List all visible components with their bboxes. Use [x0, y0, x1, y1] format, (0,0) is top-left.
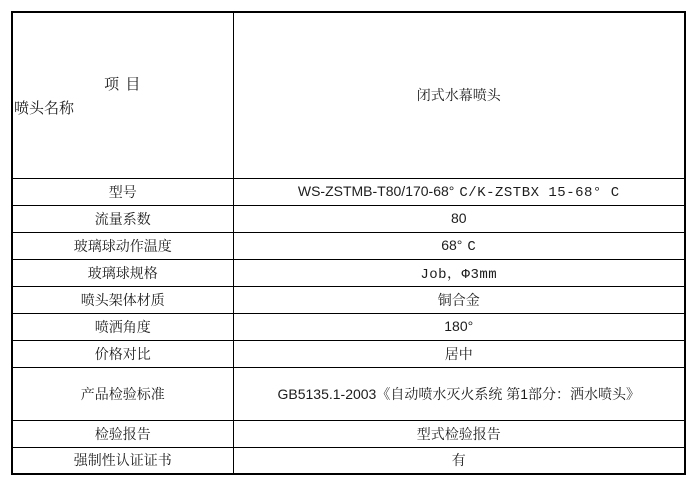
spec-value [233, 178, 685, 205]
value-text: 80 [450, 209, 467, 226]
table-row [12, 178, 685, 205]
header-corner-cell [12, 12, 233, 178]
spec-value [233, 313, 685, 340]
value-text-alt: C/K-ZSTBX 15-68° C [459, 184, 620, 201]
table-row [12, 313, 685, 340]
value-text: 68° [441, 236, 463, 253]
value-text: 180° [444, 317, 474, 334]
spec-label: 检验报告 [12, 420, 233, 447]
spec-label: 强制性认证证书 [12, 447, 233, 474]
header-product-name: 闭式水幕喷头 [233, 12, 685, 178]
spec-value [233, 232, 685, 259]
spec-value [233, 286, 685, 313]
header-item-label: 项 目 [104, 76, 142, 93]
spec-label: 价格对比 [12, 340, 233, 367]
table-header-row [12, 12, 685, 178]
value-text: 型式检验报告 [416, 425, 501, 442]
spec-value [233, 340, 685, 367]
value-text-alt: C [467, 238, 477, 255]
value-text: WS-ZSTMB-T80/170-68° [297, 182, 455, 199]
table-row [12, 447, 685, 474]
spec-label: 流量系数 [12, 205, 233, 232]
spec-value [233, 259, 685, 286]
table-row [12, 286, 685, 313]
value-text: 有 [451, 452, 466, 469]
table-row [12, 340, 685, 367]
spec-value [233, 205, 685, 232]
value-text: 铜合金 [437, 291, 480, 308]
spec-value [233, 447, 685, 474]
spec-label: 型号 [12, 178, 233, 205]
table-row [12, 205, 685, 232]
product-spec-table [11, 11, 686, 475]
spec-value [233, 420, 685, 447]
header-row-label: 喷头名称 [14, 100, 75, 117]
spec-label: 产品检验标准 [12, 367, 233, 420]
spec-label: 玻璃球规格 [12, 259, 233, 286]
spec-table-container [11, 11, 686, 475]
table-row [12, 420, 685, 447]
value-text: GB5135.1-2003《自动喷水灭火系统 第1部分：洒水喷头》 [277, 385, 641, 402]
table-row [12, 232, 685, 259]
value-text: 居中 [444, 345, 473, 362]
spec-label: 喷头架体材质 [12, 286, 233, 313]
table-row [12, 259, 685, 286]
spec-label: 玻璃球动作温度 [12, 232, 233, 259]
spec-label: 喷洒角度 [12, 313, 233, 340]
spec-value [233, 367, 685, 420]
value-text-alt: Job，Φ3mm [420, 266, 498, 283]
table-row [12, 367, 685, 420]
